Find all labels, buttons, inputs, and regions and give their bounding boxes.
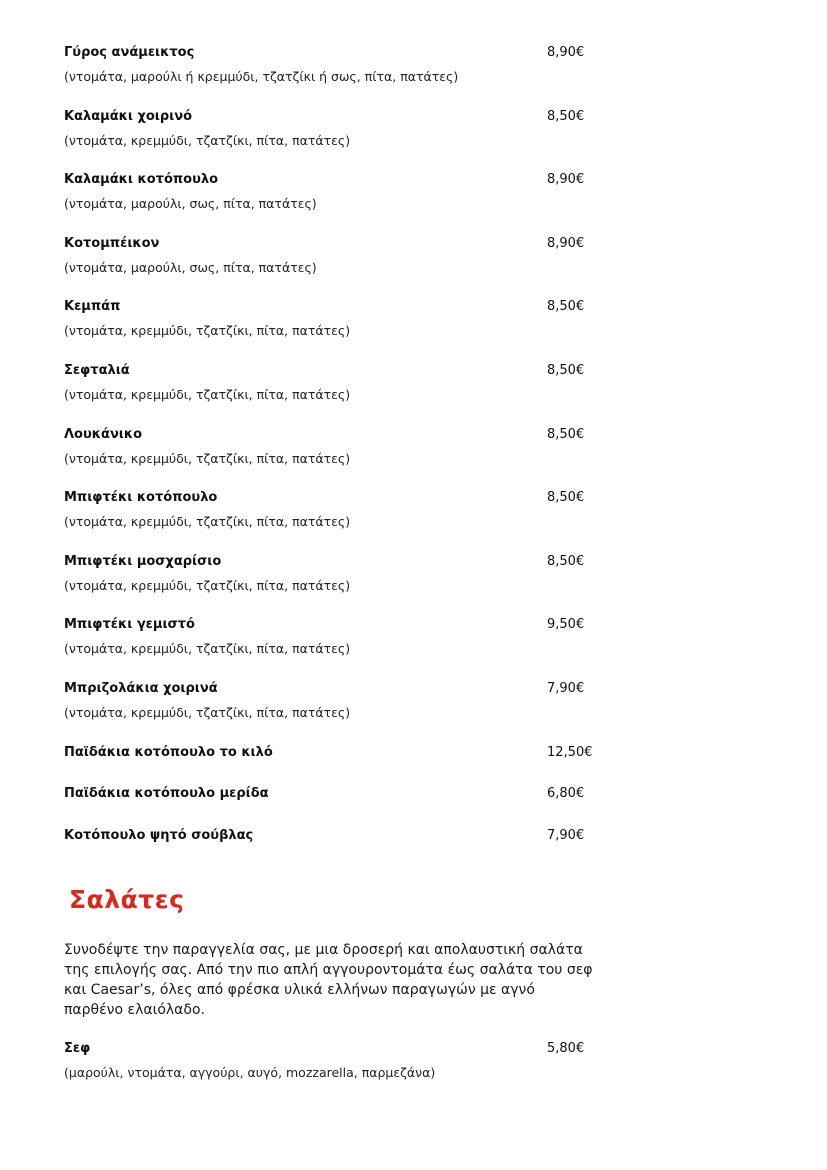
- item-name: Σεφταλιά: [64, 363, 130, 378]
- item-name: Παϊδάκια κοτόπουλο μερίδα: [64, 786, 269, 801]
- item-price: 5,80€: [547, 1041, 585, 1056]
- item-description: (ντομάτα, κρεμμύδι, τζατζίκι, πίτα, πατάτες): [64, 578, 351, 593]
- item-price: 6,80€: [547, 786, 585, 801]
- item-name: Κεμπάπ: [64, 299, 121, 314]
- item-description: (ντομάτα, κρεμμύδι, τζατζίκι, πίτα, πατάτες): [64, 451, 351, 466]
- item-price: 8,50€: [547, 427, 585, 442]
- item-price: 8,50€: [547, 554, 585, 569]
- item-price: 7,90€: [547, 681, 585, 696]
- item-price: 8,90€: [547, 45, 585, 60]
- item-description: (ντομάτα, μαρούλι, σως, πίτα, πατάτες): [64, 196, 317, 211]
- section-intro: Συνοδέψτε την παραγγελία σας, με μια δροσερή και απολαυστική σαλάτα της επιλογής σας. Από την πιο απλή αγγουροντομάτα έως σαλάτα του σεφ και Caesar’s, όλες από φρέσκα υλικά ελλήνων παραγωγών με αγνό παρθένο ελαιόλαδο.: [64, 942, 593, 1018]
- item-price: 8,50€: [547, 299, 585, 314]
- item-price: 12,50€: [547, 745, 593, 760]
- item-description: (ντομάτα, μαρούλι ή κρεμμύδι, τζατζίκι ή σως, πίτα, πατάτες): [64, 69, 459, 84]
- item-price: 8,90€: [547, 172, 585, 187]
- item-name: Μπιφτέκι γεμιστό: [64, 617, 195, 632]
- item-price: 9,50€: [547, 617, 585, 632]
- item-description: (ντομάτα, κρεμμύδι, τζατζίκι, πίτα, πατάτες): [64, 323, 351, 338]
- item-name: Καλαμάκι κοτόπουλο: [64, 172, 219, 187]
- item-description: (ντομάτα, κρεμμύδι, τζατζίκι, πίτα, πατάτες): [64, 133, 351, 148]
- item-description: (ντομάτα, μαρούλι, σως, πίτα, πατάτες): [64, 260, 317, 275]
- item-name: Παϊδάκια κοτόπουλο το κιλό: [64, 745, 273, 760]
- item-name: Σεφ: [64, 1041, 91, 1056]
- item-description: (ντομάτα, κρεμμύδι, τζατζίκι, πίτα, πατάτες): [64, 641, 351, 656]
- item-name: Μπιφτέκι κοτόπουλο: [64, 490, 218, 505]
- item-price: 8,90€: [547, 236, 585, 251]
- item-name: Γύρος ανάμεικτος: [64, 45, 195, 60]
- item-description: (μαρούλι, ντομάτα, αγγούρι, αυγό, mozzarella, παρμεζάνα): [64, 1065, 436, 1080]
- item-name: Κοτομπέικον: [64, 236, 160, 251]
- item-name: Μπριζολάκια χοιρινά: [64, 681, 218, 696]
- item-description: (ντομάτα, κρεμμύδι, τζατζίκι, πίτα, πατάτες): [64, 387, 351, 402]
- item-description: (ντομάτα, κρεμμύδι, τζατζίκι, πίτα, πατάτες): [64, 705, 351, 720]
- item-price: 7,90€: [547, 828, 585, 843]
- item-name: Λουκάνικο: [64, 427, 143, 442]
- item-price: 8,50€: [547, 490, 585, 505]
- item-description: (ντομάτα, κρεμμύδι, τζατζίκι, πίτα, πατάτες): [64, 514, 351, 529]
- item-name: Κοτόπουλο ψητό σούβλας: [64, 828, 254, 843]
- item-price: 8,50€: [547, 363, 585, 378]
- item-name: Μπιφτέκι μοσχαρίσιο: [64, 554, 222, 569]
- section-title-salads: Σαλάτες: [69, 885, 185, 914]
- item-price: 8,50€: [547, 109, 585, 124]
- item-name: Καλαμάκι χοιρινό: [64, 109, 193, 124]
